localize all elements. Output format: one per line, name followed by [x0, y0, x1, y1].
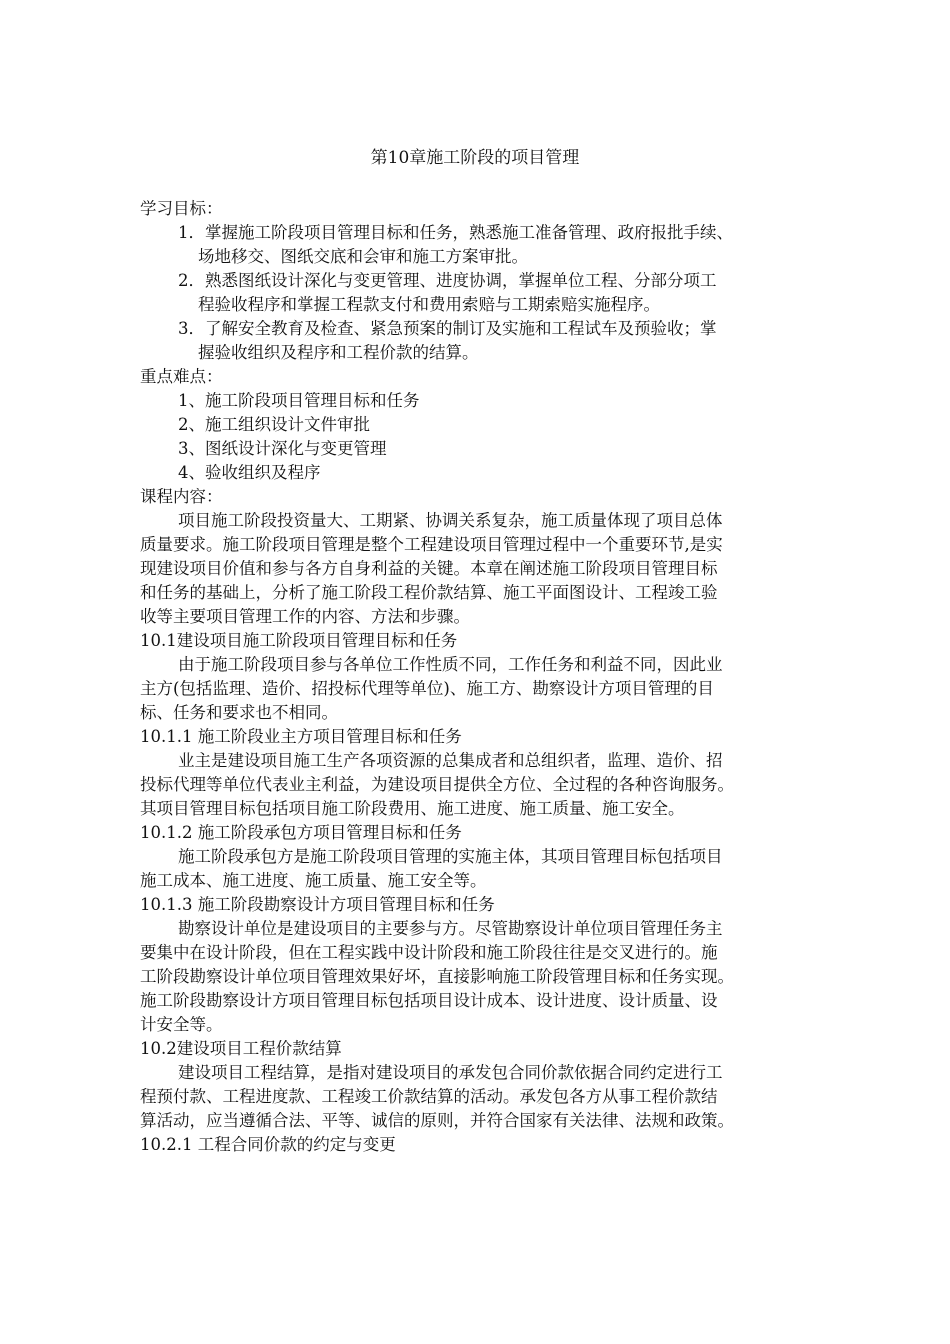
- text-line: 10.2建设项目工程价款结算: [140, 1039, 342, 1058]
- text-line: 由于施工阶段项目参与各单位工作性质不同，工作任务和利益不同，因此业: [178, 655, 723, 674]
- text-line: 现建设项目价值和参与各方自身利益的关键。本章在阐述施工阶段项目管理目标: [140, 559, 718, 578]
- text-line: 学习目标：: [140, 199, 223, 218]
- text-line: 场地移交、图纸交底和会审和施工方案审批。: [198, 247, 528, 266]
- chapter-title: 第10章施工阶段的项目管理: [370, 148, 580, 168]
- text-line: 2、施工组织设计文件审批: [178, 415, 370, 434]
- text-line: 其项目管理目标包括项目施工阶段费用、施工进度、施工质量、施工安全。: [140, 799, 685, 818]
- text-line: 3．了解安全教育及检查、紧急预案的制订及实施和工程试车及预验收；掌: [178, 319, 717, 338]
- text-line: 业主是建设项目施工生产各项资源的总集成者和总组织者，监理、造价、招: [178, 751, 723, 770]
- text-line: 1．掌握施工阶段项目管理目标和任务，熟悉施工准备管理、政府报批手续、: [178, 223, 733, 242]
- text-line: 2．熟悉图纸设计深化与变更管理、进度协调，掌握单位工程、分部分项工: [178, 271, 717, 290]
- text-line: 程预付款、工程进度款、工程竣工价款结算的活动。承发包各方从事工程价款结: [140, 1087, 718, 1106]
- text-line: 项目施工阶段投资量大、工期紧、协调关系复杂，施工质量体现了项目总体: [178, 511, 723, 530]
- text-line: 算活动，应当遵循合法、平等、诚信的原则，并符合国家有关法律、法规和政策。: [140, 1111, 734, 1130]
- text-line: 质量要求。施工阶段项目管理是整个工程建设项目管理过程中一个重要环节,是实: [140, 535, 723, 554]
- text-line: 10.1.3 施工阶段勘察设计方项目管理目标和任务: [140, 895, 495, 914]
- text-line: 程验收程序和掌握工程款支付和费用索赔与工期索赔实施程序。: [198, 295, 660, 314]
- text-line: 标、任务和要求也不相同。: [140, 703, 338, 722]
- text-line: 施工阶段勘察设计方项目管理目标包括项目设计成本、设计进度、设计质量、设: [140, 991, 718, 1010]
- text-line: 4、验收组织及程序: [178, 463, 321, 482]
- text-line: 1、施工阶段项目管理目标和任务: [178, 391, 420, 410]
- text-line: 10.1.2 施工阶段承包方项目管理目标和任务: [140, 823, 462, 842]
- text-line: 10.1.1 施工阶段业主方项目管理目标和任务: [140, 727, 462, 746]
- text-line: 主方(包括监理、造价、招投标代理等单位)、施工方、勘察设计方项目管理的目: [140, 679, 714, 698]
- text-line: 握验收组织及程序和工程价款的结算。: [198, 343, 479, 362]
- text-line: 勘察设计单位是建设项目的主要参与方。尽管勘察设计单位项目管理任务主: [178, 919, 723, 938]
- text-line: 施工阶段承包方是施工阶段项目管理的实施主体，其项目管理目标包括项目: [178, 847, 723, 866]
- text-line: 10.1建设项目施工阶段项目管理目标和任务: [140, 631, 458, 650]
- text-line: 收等主要项目管理工作的内容、方法和步骤。: [140, 607, 470, 626]
- text-line: 要集中在设计阶段，但在工程实践中设计阶段和施工阶段往往是交叉进行的。施: [140, 943, 718, 962]
- text-line: 课程内容：: [140, 487, 223, 506]
- text-line: 施工成本、施工进度、施工质量、施工安全等。: [140, 871, 487, 890]
- text-line: 建设项目工程结算，是指对建设项目的承发包合同价款依据合同约定进行工: [178, 1063, 723, 1082]
- text-line: 计安全等。: [140, 1015, 223, 1034]
- text-line: 和任务的基础上，分析了施工阶段工程价款结算、施工平面图设计、工程竣工验: [140, 583, 718, 602]
- text-line: 工阶段勘察设计单位项目管理效果好坏，直接影响施工阶段管理目标和任务实现。: [140, 967, 734, 986]
- text-line: 重点难点：: [140, 367, 223, 386]
- text-line: 10.2.1 工程合同价款的约定与变更: [140, 1135, 396, 1154]
- text-line: 投标代理等单位代表业主利益，为建设项目提供全方位、全过程的各种咨询服务。: [140, 775, 734, 794]
- text-line: 3、图纸设计深化与变更管理: [178, 439, 387, 458]
- document-body: [140, 197, 820, 1157]
